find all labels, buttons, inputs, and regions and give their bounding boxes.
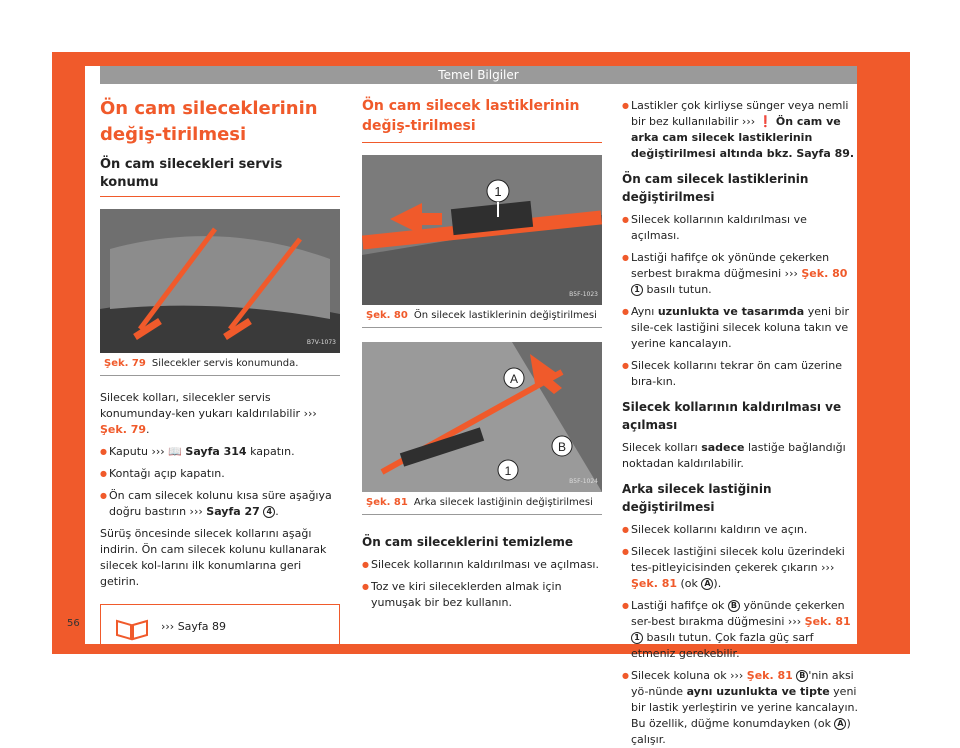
page-header: Temel Bilgiler xyxy=(100,66,857,84)
callout-marker: B xyxy=(728,600,740,612)
callout-label: 1 xyxy=(504,464,512,478)
list-item: ● Kontağı açıp kapatın. xyxy=(100,466,340,482)
subsection-title: Silecek kollarının kaldırılması ve açılması xyxy=(622,400,842,432)
caption-text: Silecekler servis konumunda. xyxy=(151,358,299,369)
figure-79-caption xyxy=(100,353,340,376)
page-number: 56 xyxy=(67,618,80,629)
figure-link[interactable]: Şek. 80 xyxy=(801,267,848,280)
callout-marker: A xyxy=(701,578,713,590)
rear-wiper-illustration xyxy=(362,342,602,492)
list-item: ● Silecek koluna ok ››› Şek. 81 B 'nin aksi yö-nünde aynı uzunlukta ve tipte yeni bir lastik yerleştirin ve yerine kancalayın. Bu özellik, düğme konumdayken (ok A ) çalışır. xyxy=(622,668,858,748)
middle-column xyxy=(362,96,602,611)
see-also-link[interactable]: ››› Sayfa 89 xyxy=(161,620,227,633)
figure-80 xyxy=(362,155,602,305)
list-item: ● Lastiği hafifçe ok yönünde çekerken serbest bırakma düğmesini ››› Şek. 80 1 basılı tutun. xyxy=(622,250,858,298)
figure-key: Şek. 79 xyxy=(104,358,146,369)
list-item: ● Silecek kollarının kaldırılması ve açılması. xyxy=(622,212,858,244)
list-item: ● Ön cam silecek kolunu kısa süre aşağıya doğru bastırın ››› Sayfa 27 4 . xyxy=(100,488,340,520)
figure-80-caption xyxy=(362,305,602,328)
book-icon xyxy=(115,617,151,641)
figure-link[interactable]: Şek. 81 xyxy=(631,577,678,590)
figure-code: B5F-1024 xyxy=(569,478,598,485)
wiper-service-illustration xyxy=(100,209,340,353)
callout-label: A xyxy=(509,372,519,386)
list-item: ● Kaputu ››› 📖 Sayfa 314 kapatın. xyxy=(100,444,340,460)
callout-marker: B xyxy=(796,670,808,682)
list-item: ● Silecek kollarını kaldırın ve açın. xyxy=(622,522,858,538)
figure-link[interactable]: Şek. 81 xyxy=(804,615,851,628)
book-icon: 📖 xyxy=(168,445,182,458)
front-wiper-illustration xyxy=(362,155,602,305)
caption-text: Ön silecek lastiklerinin değiştirilmesi xyxy=(413,310,597,321)
callout-label: B xyxy=(557,440,567,454)
left-column xyxy=(100,96,340,650)
callout-marker: 4 xyxy=(263,506,275,518)
list-item: ● Aynı uzunlukta ve tasarımda yeni bir sile-cek lastiğini silecek koluna takın ve yerine kancalayın. xyxy=(622,304,858,352)
figure-link[interactable]: Şek. 81 xyxy=(746,669,793,682)
subsection-title: Ön cam silecek lastiklerinin değiştirilmesi xyxy=(622,172,809,204)
callout-label: 1 xyxy=(494,184,502,199)
figure-code: B5F-1023 xyxy=(569,291,598,298)
see-also-box xyxy=(100,604,340,650)
list-item: ● Toz ve kiri sileceklerden almak için yumuşak bir bez kullanın. xyxy=(362,579,602,611)
figure-link[interactable]: Şek. 79 xyxy=(100,423,147,436)
callout-marker: 1 xyxy=(631,284,643,296)
subsection-title: Ön cam sileceklerini temizleme xyxy=(362,535,574,549)
right-column xyxy=(622,98,858,748)
list-item: ● Lastikler çok kirliyse sünger veya nemli bir bez kullanılabilir ››› ❗ Ön cam ve arka cam silecek lastiklerinin değiştirilmesi altında bkz. Sayfa 89. xyxy=(622,98,858,162)
list-item: ● Lastiği hafifçe ok B yönünde çekerken ser-best bırakma düğmesini ››› Şek. 81 1 basılı tutun. Çok fazla güç sarf etmeniz gerekebilir. xyxy=(622,598,858,662)
section-title: Ön cam sileceklerinin değiş-tirilmesi xyxy=(100,98,318,145)
warning-icon: ❗ xyxy=(758,115,773,128)
callout-marker: A xyxy=(834,718,846,730)
paragraph: Sürüş öncesinde silecek kollarını aşağı indirin. Ön cam silecek kolunu kullanarak silecek kol-larını ilk konumlarına geri getirin. xyxy=(100,527,327,588)
figure-79 xyxy=(100,209,340,353)
caption-text: Arka silecek lastiğinin değiştirilmesi xyxy=(413,497,593,508)
subsection-title: Ön cam silecekleri servis konumu xyxy=(100,156,340,197)
figure-81 xyxy=(362,342,602,492)
section-title: Ön cam silecek lastiklerinin değiş-tirilmesi xyxy=(362,96,602,143)
paragraph: Silecek kolları sadece lastiğe bağlandığı noktadan kaldırılabilir. xyxy=(622,441,846,470)
figure-81-caption xyxy=(362,492,602,515)
figure-key: Şek. 81 xyxy=(366,497,408,508)
subsection-title: Arka silecek lastiğinin değiştirilmesi xyxy=(622,482,772,514)
list-item: ● Silecek lastiğini silecek kolu üzerindeki tes-pitleyicisinden çekerek çıkarın ››› Şek. 81 (ok A ). xyxy=(622,544,858,592)
list-item: ● Silecek kollarını tekrar ön cam üzerine bıra-kın. xyxy=(622,358,858,390)
paragraph: Silecek kolları, silecekler servis konumunday-ken yukarı kaldırılabilir ››› Şek. 79. xyxy=(100,391,317,436)
callout-marker: 1 xyxy=(631,632,643,644)
figure-key: Şek. 80 xyxy=(366,310,408,321)
figure-code: B7V-1073 xyxy=(306,339,336,346)
list-item: ● Silecek kollarının kaldırılması ve açılması. xyxy=(362,557,602,573)
